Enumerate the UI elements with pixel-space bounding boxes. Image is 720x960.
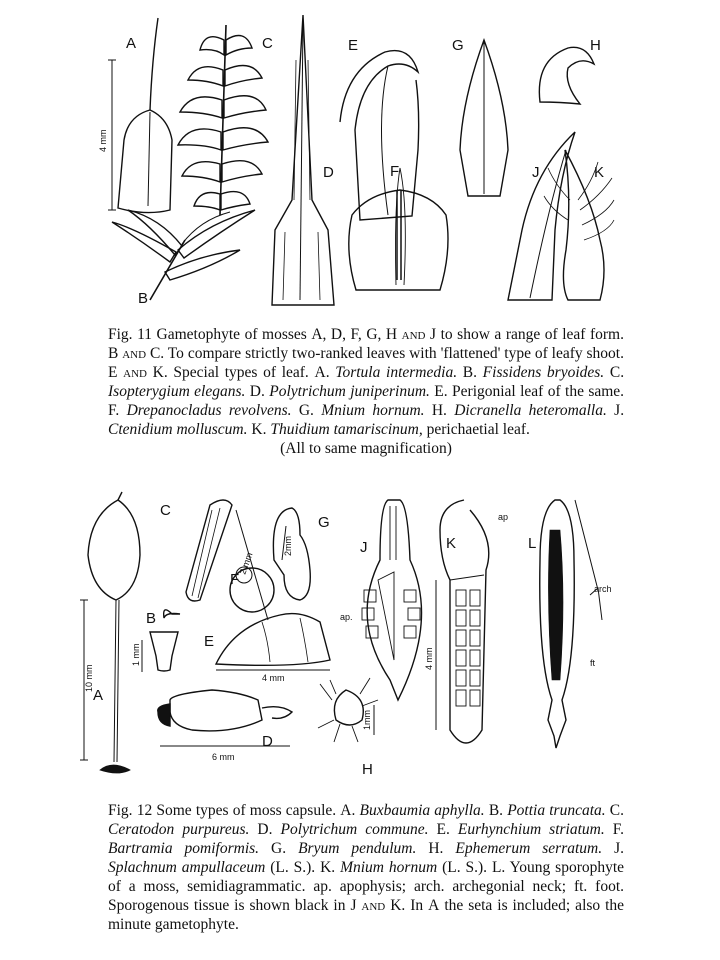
figure-12-caption [108, 801, 624, 934]
fig11-label-g: G [452, 37, 464, 54]
fig11-label-d: D [323, 164, 334, 181]
fig12-caption-body: Fig. 12 Some types of moss capsule. A. Buxbaumia aphylla. B. Pottia truncata. C. Ceratodon purpureus. D. Polytrichum commune. E. Eurhynchium striatum. F. Bartramia pomiformis. G. Bryum pendulum. H. Ephemerum serratum. J. Splachnum ampullaceum (L. S.). K. Mnium hornum (L. S.). L. Young sporophyte of a moss, semidiagrammatic. ap. apophysis; arch. archegonial neck; ft. foot. Sporogenous tissue is shown black in J and K. In A the seta is included; also the minute gametophyte. [108, 802, 625, 933]
fig12-panel-k [424, 500, 508, 743]
fig12-panel-f [230, 567, 274, 612]
fig11-panel-e [349, 163, 448, 290]
fig12-panel-d [158, 690, 292, 762]
fig11-panel-g [452, 37, 508, 196]
fig11-caption-body: Fig. 11 Gametophyte of mosses A, D, F, G, H and J to show a range of leaf form. B and C. To compare strictly two-ranked leaves with 'flattened' type of leafy shoot. E and K. Special types of leaf. A. Tortula intermedia. B. Fissidens bryoides. C. Isopterygium elegans. D. Polytrichum juniperinum. E. Perigonial leaf of the same. F. Drepanocladus revolvens. G. Mnium hornum. H. Dicranella heteromalla. J. Ctenidium molluscum. K. Thuidium tamariscinum, perichaetial leaf. [108, 326, 625, 438]
fig12-panel-l [528, 500, 612, 748]
fig12-annot-ft: ft [590, 658, 596, 668]
fig12-label-f: F [230, 571, 240, 588]
fig12-label-a: A [93, 687, 104, 704]
fig12-scale-d: 6 mm [212, 752, 235, 762]
fig12-label-b: B [146, 610, 157, 627]
fig12-scale-a: 10 mm [84, 664, 94, 692]
fig12-label-j: J [360, 539, 368, 556]
fig12-panel-j [340, 500, 422, 700]
fig12-scale-e: 4 mm [262, 673, 285, 683]
fig12-panel-g [273, 508, 329, 600]
fig11-label-c: C [262, 35, 273, 52]
fig11-panel-k [544, 150, 614, 300]
fig11-panel-c [178, 25, 273, 215]
fig12-scale-k: 4 mm [424, 647, 434, 670]
fig12-caption-lead: Fig. 12 Some types of moss capsule. [108, 802, 337, 819]
fig11-label-k: K [594, 164, 605, 181]
fig11-panel-f [340, 37, 419, 220]
fig12-panel-a [80, 492, 140, 773]
fig12-label-g: G [318, 514, 330, 531]
fig11-scale-label: 4 mm [98, 129, 108, 152]
fig12-scale-c: 2 mm [237, 551, 255, 576]
fig11-panel-h [508, 132, 575, 300]
fig12-panel-b [131, 610, 180, 672]
fig11-label-h: J [532, 164, 540, 181]
fig12-panel-h [318, 678, 378, 778]
fig12-scale-g: 2mm [283, 536, 293, 556]
fig11-label-f: E [348, 37, 359, 54]
figure-11-illustration [0, 0, 720, 315]
fig11-caption-lead: Fig. 11 Gametophyte of mosses [108, 326, 307, 343]
fig12-scale-h: 1mm [362, 710, 372, 730]
fig11-label-j: H [590, 37, 601, 54]
fig11-panel-a [98, 18, 172, 213]
fig12-annot-arch: arch [594, 584, 612, 594]
fig11-label-a: A [126, 35, 137, 52]
fig11-panel-b [112, 210, 255, 307]
fig12-label-k: K [446, 535, 457, 552]
fig11-label-b: B [138, 290, 149, 307]
fig11-panel-d [272, 15, 334, 305]
fig12-label-c: C [160, 502, 171, 519]
figure-11-caption [108, 325, 624, 458]
fig12-label-h: H [362, 761, 373, 778]
fig12-label-l: L [528, 535, 537, 552]
fig12-annot-ap-j: ap. [340, 612, 353, 622]
fig12-label-e: E [204, 633, 215, 650]
fig11-label-e: F [390, 163, 400, 180]
figure-12-illustration [0, 490, 720, 790]
fig12-panel-c [160, 500, 268, 620]
fig11-panel-j [539, 37, 601, 104]
fig12-label-d: D [262, 733, 273, 750]
fig12-annot-ap-k: ap [498, 512, 509, 522]
fig12-panel-e [204, 614, 330, 683]
fig11-caption-footer: (All to same magnification) [280, 440, 452, 457]
fig12-scale-b: 1 mm [131, 643, 141, 666]
